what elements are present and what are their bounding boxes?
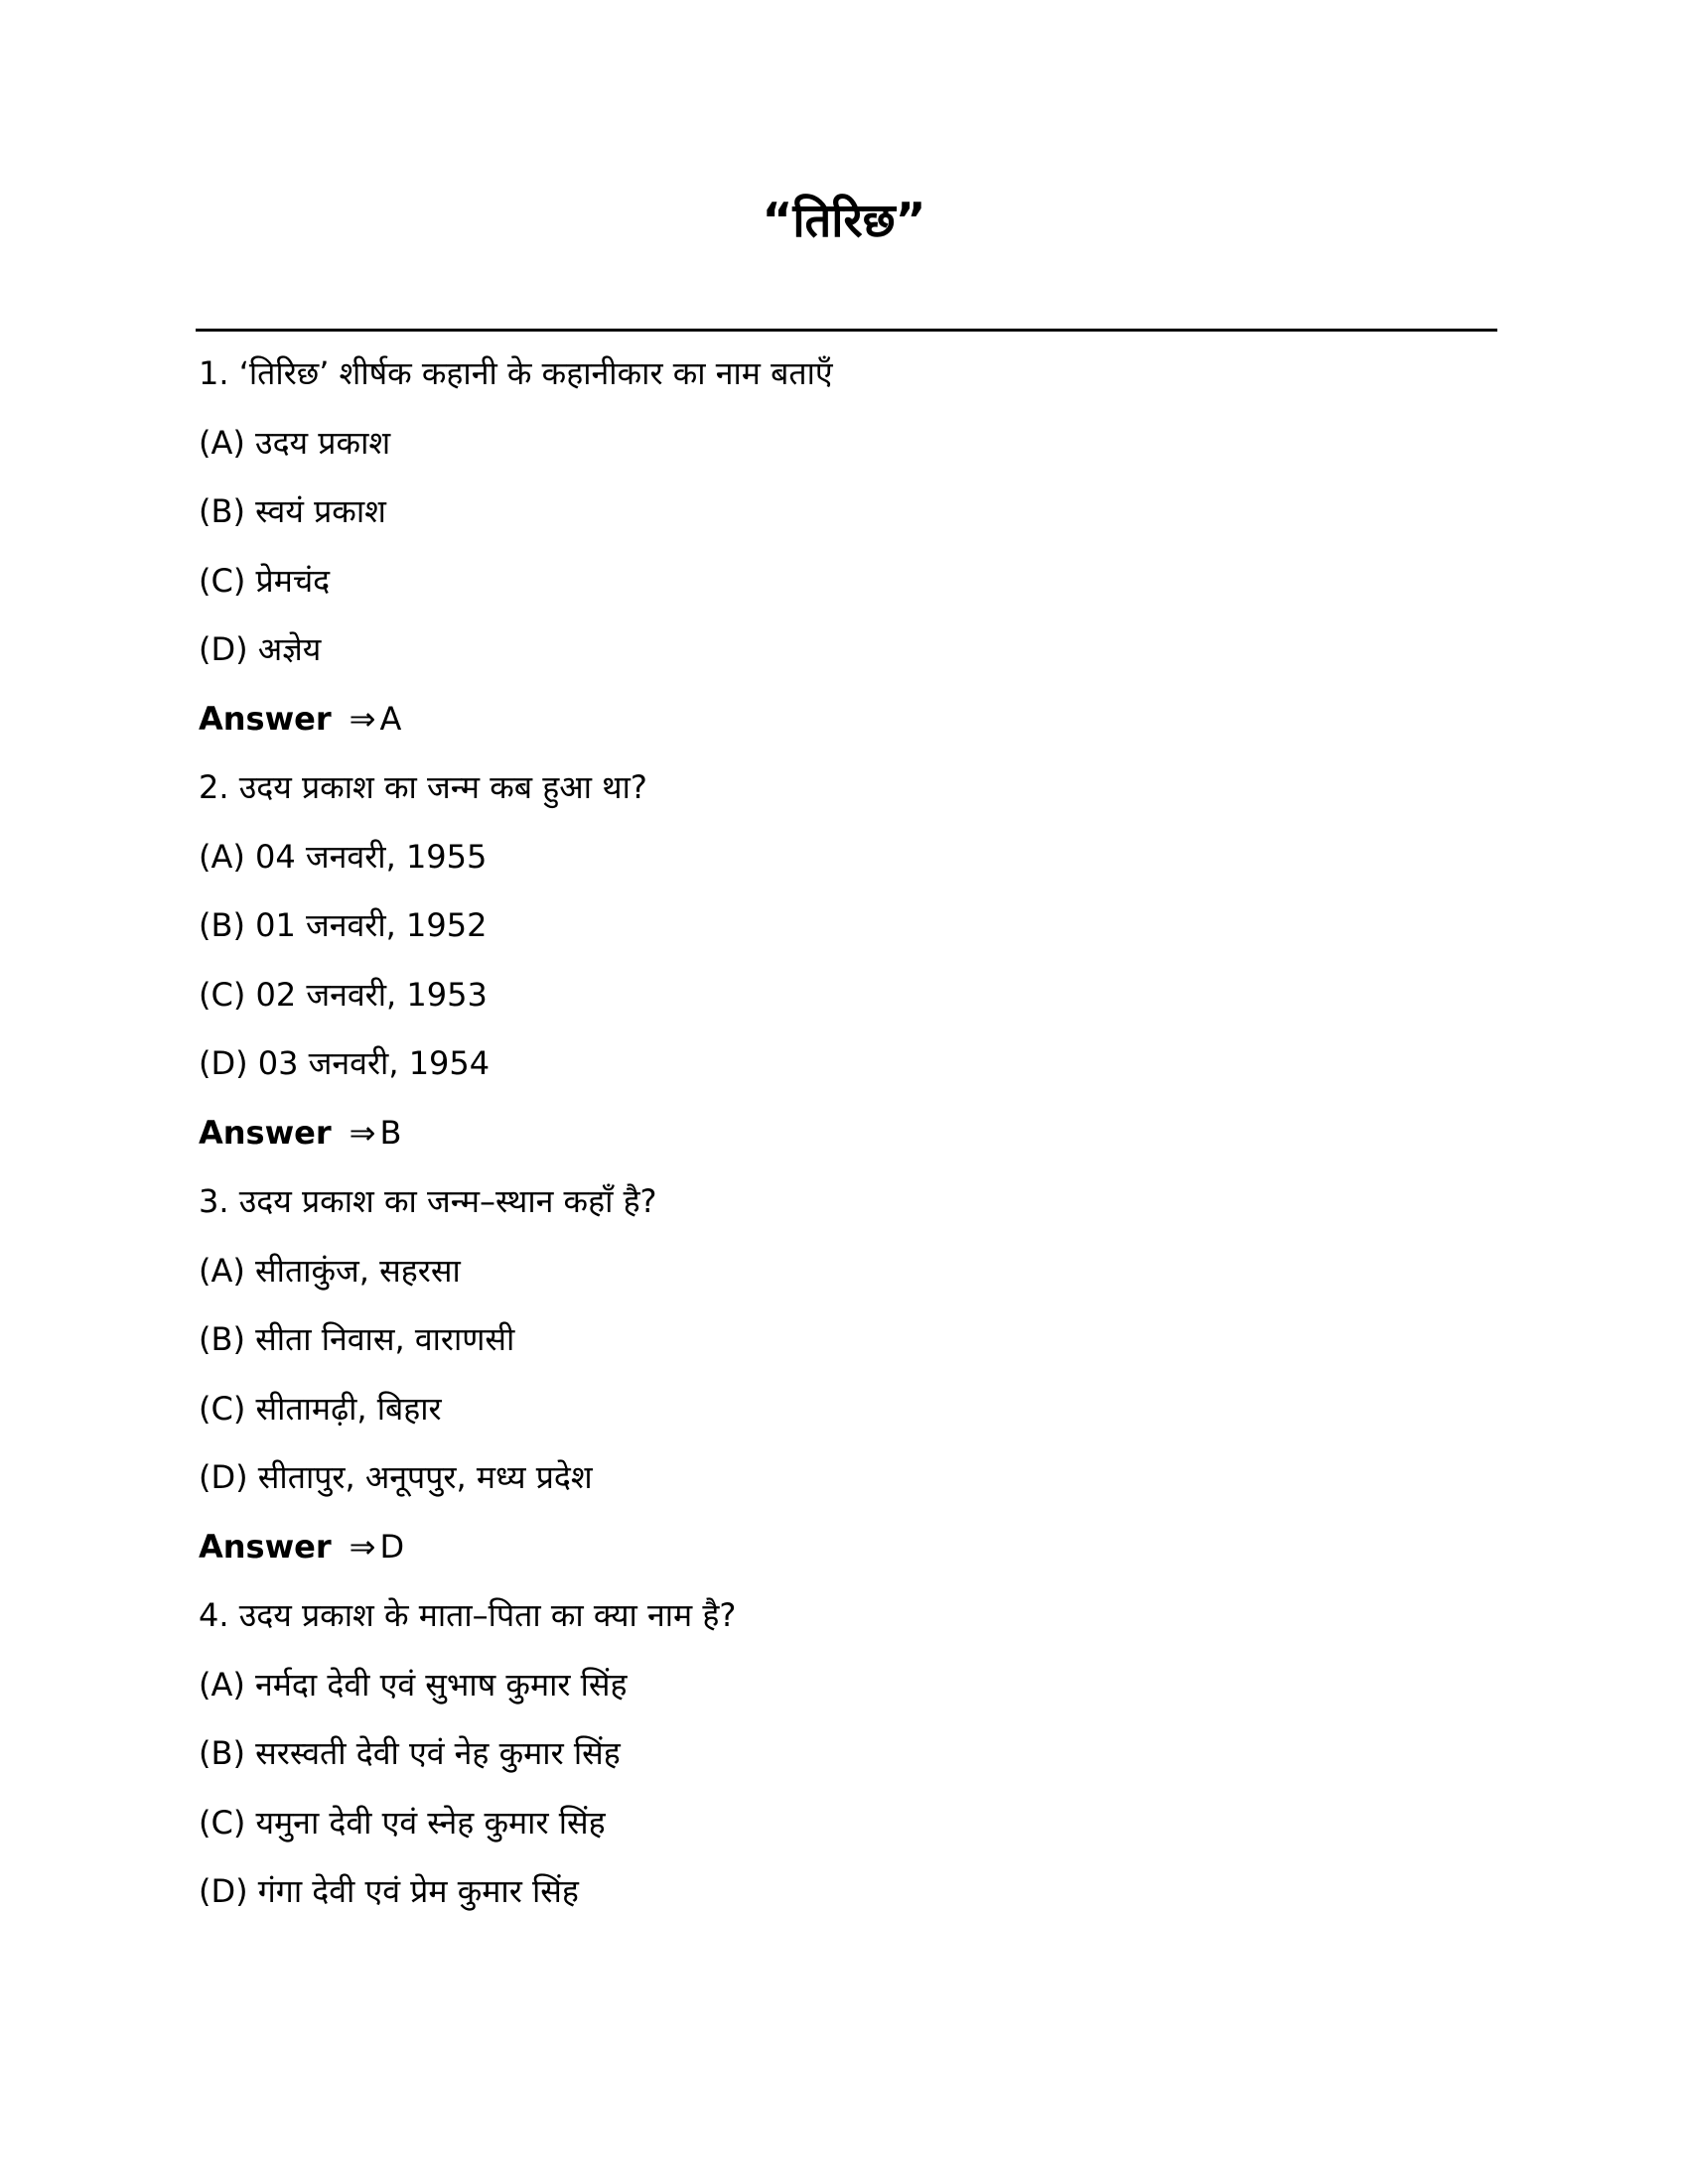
question-1-option-d: (D) अज्ञेय (199, 630, 322, 668)
question-4-option-a: (A) नर्मदा देवी एवं सुभाष कुमार सिंह (199, 1666, 628, 1704)
question-3-option-a: (A) सीताकुंज, सहरसा (199, 1252, 461, 1290)
question-3-option-c: (C) सीतामढ़ी, बिहार (199, 1390, 442, 1428)
question-4-option-c: (C) यमुना देवी एवं स्नेह कुमार सिंह (199, 1804, 606, 1842)
answer-arrow-icon: ⇒ (349, 1114, 376, 1152)
answer-value: D (379, 1528, 405, 1566)
answer-arrow-icon: ⇒ (349, 1528, 376, 1566)
question-1-option-b: (B) स्वयं प्रकाश (199, 492, 386, 530)
question-2-option-b: (B) 01 जनवरी, 1952 (199, 906, 488, 944)
question-3-answer (199, 1522, 404, 1571)
answer-label: Answer (199, 1114, 332, 1152)
question-1-option-a: (A) उदय प्रकाश (199, 424, 391, 462)
question-2-option-d: (D) 03 जनवरी, 1954 (199, 1044, 491, 1082)
question-2-answer (199, 1108, 401, 1158)
question-4-option-d: (D) गंगा देवी एवं प्रेम कुमार सिंह (199, 1872, 579, 1910)
question-1-option-c: (C) प्रेमचंद (199, 562, 331, 600)
question-3-text: 3. उदय प्रकाश का जन्म–स्थान कहाँ है? (199, 1182, 657, 1220)
question-4-text: 4. उदय प्रकाश के माता–पिता का क्या नाम है? (199, 1596, 737, 1634)
question-1-answer (199, 694, 401, 744)
answer-value: B (379, 1114, 402, 1152)
answer-label: Answer (199, 1528, 332, 1566)
question-2-option-a: (A) 04 जनवरी, 1955 (199, 838, 488, 876)
title-divider (196, 329, 1497, 332)
page-title: “तिरिछ” (762, 194, 926, 248)
question-2-text: 2. उदय प्रकाश का जन्म कब हुआ था? (199, 768, 647, 806)
question-4-option-b: (B) सरस्वती देवी एवं नेह कुमार सिंह (199, 1734, 621, 1772)
answer-arrow-icon: ⇒ (349, 700, 376, 738)
question-3-option-d: (D) सीतापुर, अनूपपुर, मध्य प्रदेश (199, 1458, 593, 1496)
question-2-option-c: (C) 02 जनवरी, 1953 (199, 976, 488, 1014)
answer-label: Answer (199, 700, 332, 738)
question-1-text: 1. ‘तिरिछ’ शीर्षक कहानी के कहानीकार का नाम बताएँ (199, 354, 833, 392)
answer-value: A (379, 700, 402, 738)
question-3-option-b: (B) सीता निवास, वाराणसी (199, 1320, 515, 1358)
